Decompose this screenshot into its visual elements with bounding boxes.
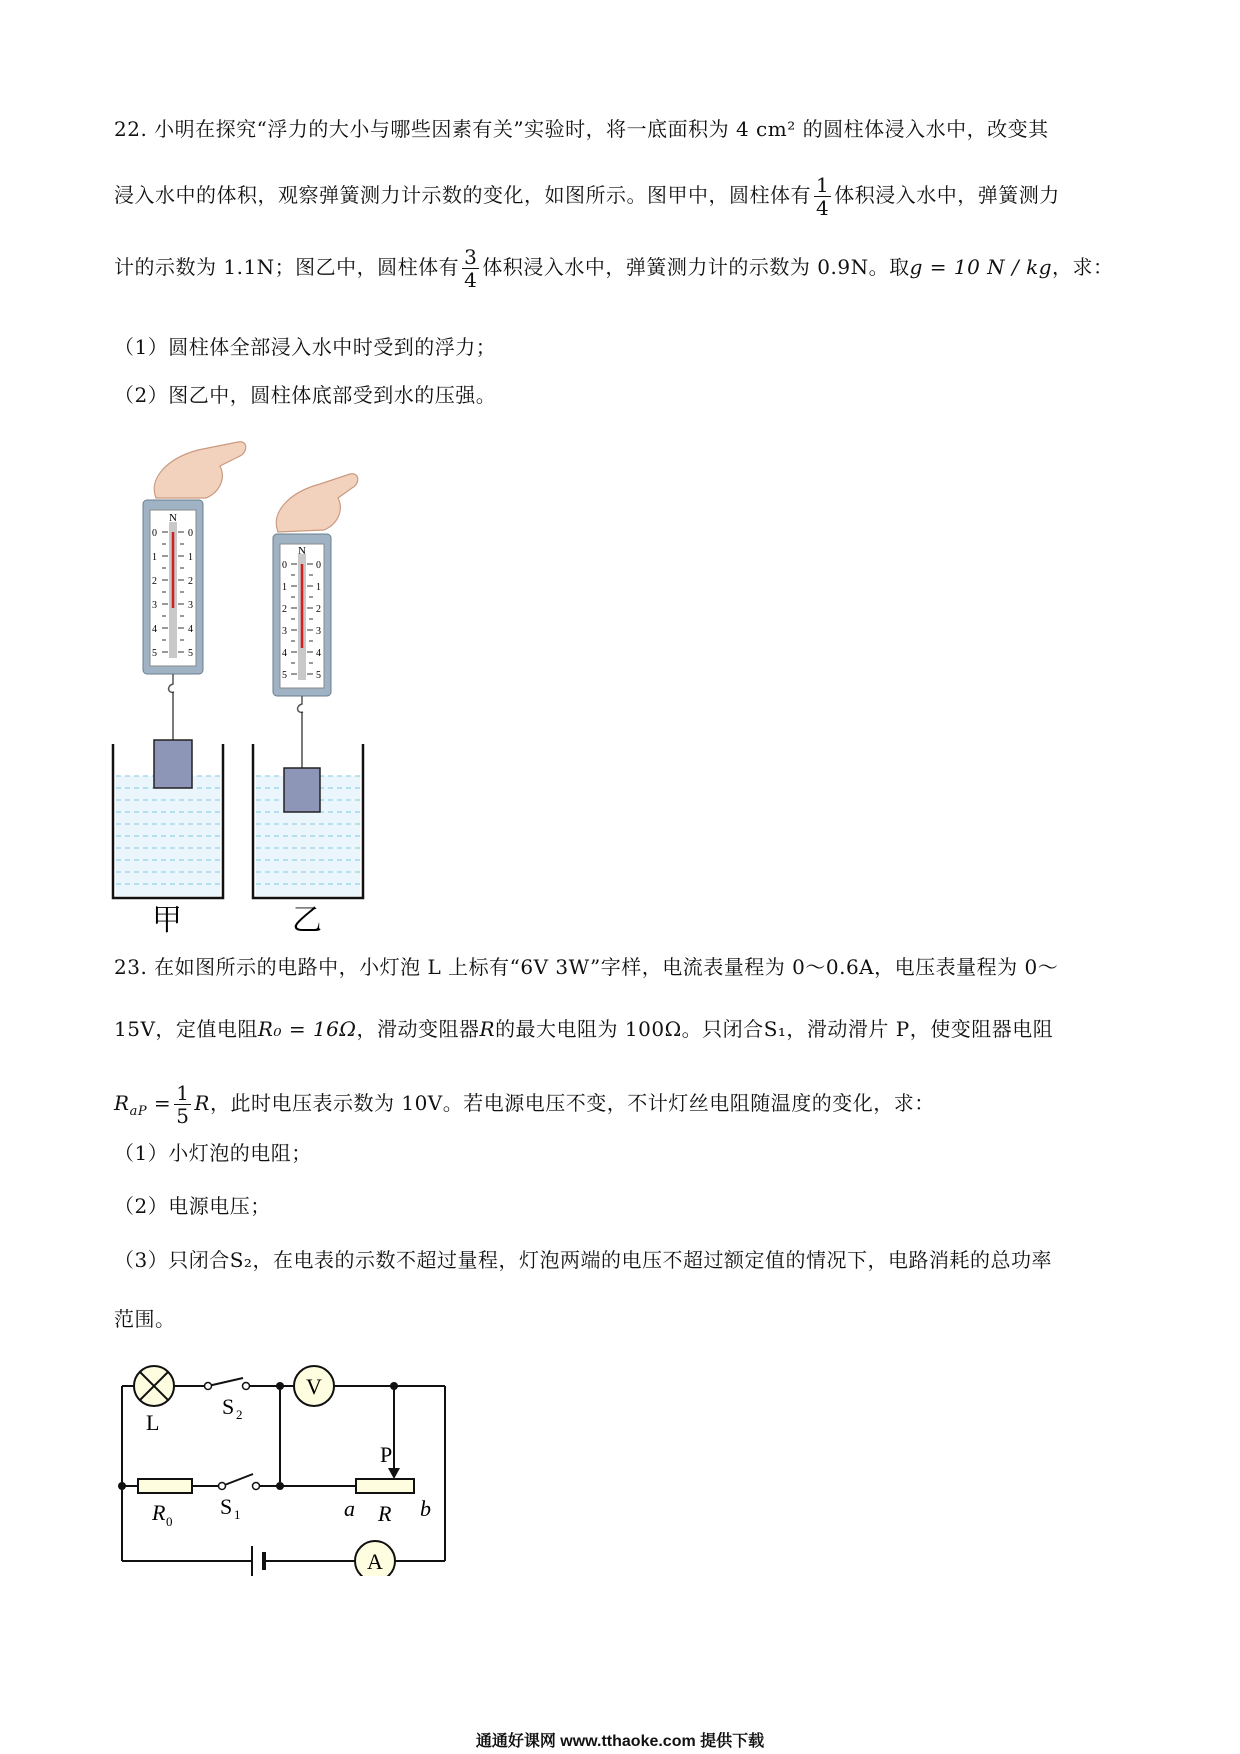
q23-line-3-text-b: ，此时电压表示数为 10V。若电源电压不变，不计灯丝电阻随温度的变化，求： <box>209 1091 935 1115</box>
q23-line-3 <box>114 1082 935 1127</box>
beaker-yi <box>253 744 363 898</box>
fraction-one-fifth <box>174 1082 191 1127</box>
svg-text:2: 2 <box>152 576 157 587</box>
lamp-icon <box>134 1366 174 1406</box>
switch-s2-symbol: S₂ <box>229 1248 253 1272</box>
q22-line-1: 22. 小明在探究“浮力的大小与哪些因素有关”实验时，将一底面积为 4 cm² 的圆柱体浸入水中，改变其 <box>114 117 1049 141</box>
junction-dot <box>276 1482 284 1490</box>
svg-text:4: 4 <box>316 648 321 659</box>
svg-text:3: 3 <box>188 600 193 611</box>
svg-text:1: 1 <box>282 582 287 593</box>
switch-s2-contact <box>243 1383 250 1390</box>
equals-sign: = <box>153 1091 172 1115</box>
svg-text:A: A <box>367 1549 383 1574</box>
switch-s1-contact <box>219 1483 226 1490</box>
hand-icon <box>154 442 246 498</box>
switch-s2-contact <box>205 1383 212 1390</box>
buoyancy-figure <box>108 438 386 938</box>
svg-text:0: 0 <box>152 528 157 539</box>
svg-text:5: 5 <box>188 648 193 659</box>
lamp-label: L <box>146 1410 160 1435</box>
rheostat-symbol: R <box>194 1091 210 1115</box>
switch-s1-label: S <box>220 1494 233 1519</box>
q23-line-2-text-a: 15V，定值电阻 <box>114 1017 258 1041</box>
q22-line-3-text-b: 体积浸入水中，弹簧测力计的示数为 0.9N。取 <box>482 255 910 279</box>
svg-text:2: 2 <box>282 604 287 615</box>
svg-text:3: 3 <box>152 600 157 611</box>
svg-text:4: 4 <box>188 624 193 635</box>
fraction-three-quarters <box>462 246 479 291</box>
rap-subscript: aP <box>129 1104 148 1119</box>
hand-icon <box>276 474 358 532</box>
page-footer: 通通好课网 www.tthaoke.com 提供下载 <box>475 1733 765 1750</box>
svg-text:0: 0 <box>188 528 193 539</box>
q23-sub-3 <box>114 1247 1052 1273</box>
q23-line-2-text-c: 的最大电阻为 100Ω。只闭合 <box>495 1017 764 1041</box>
svg-text:0: 0 <box>316 560 321 571</box>
slider-arrow-icon <box>388 1468 400 1479</box>
svg-text:3: 3 <box>282 626 287 637</box>
resistor-r0-icon <box>138 1479 192 1493</box>
svg-text:2: 2 <box>316 604 321 615</box>
voltmeter-icon <box>294 1366 334 1406</box>
svg-text:5: 5 <box>316 670 321 681</box>
rheostat-symbol: R <box>479 1017 496 1041</box>
q22-line-2 <box>114 174 1060 219</box>
frac-denominator: 4 <box>816 196 830 220</box>
svg-text:4: 4 <box>152 624 157 635</box>
circuit-diagram <box>108 1356 458 1576</box>
fraction-one-quarter <box>814 174 831 219</box>
frac-denominator: 5 <box>176 1104 190 1128</box>
svg-text:0: 0 <box>282 560 287 571</box>
rheostat-label: R <box>378 1501 392 1526</box>
q23-line-2 <box>114 1016 1053 1042</box>
q22-line-3-text-a: 计的示数为 1.1N；图乙中，圆柱体有 <box>114 255 460 279</box>
q23-sub-1: （1）小灯泡的电阻； <box>114 1141 312 1165</box>
battery-icon <box>252 1546 264 1576</box>
slider-label: P <box>380 1442 393 1467</box>
frac-numerator: 3 <box>464 245 478 269</box>
q22-line-2-text-a: 浸入水中的体积，观察弹簧测力计示数的变化，如图所示。图甲中，圆柱体有 <box>114 183 811 207</box>
frac-numerator: 1 <box>816 173 830 197</box>
scale-unit-label: N <box>169 512 177 524</box>
q23-sub-3-cont: 范围。 <box>114 1307 176 1331</box>
junction-dot <box>390 1382 398 1390</box>
svg-text:5: 5 <box>152 648 157 659</box>
svg-text:4: 4 <box>282 648 287 659</box>
svg-text:1: 1 <box>316 582 321 593</box>
switch-s2-label-sub: 2 <box>236 1407 243 1422</box>
q23-sub-3-text-a: （3）只闭合 <box>114 1248 230 1272</box>
q23-line-2-text-d: ，滑动滑片 P，使变阻器电阻 <box>786 1017 1054 1041</box>
q23-line-2-text-b: ，滑动变阻器 <box>356 1017 480 1041</box>
q23-sub-3-text-b: ，在电表的示数不超过量程，灯泡两端的电压不超过额定值的情况下，电路消耗的总功率 <box>252 1248 1052 1272</box>
switch-s1-contact <box>253 1483 260 1490</box>
rheostat-icon <box>356 1479 414 1493</box>
ammeter-icon <box>355 1541 395 1576</box>
resistor-r0-value: R₀ = 16Ω <box>257 1017 357 1041</box>
q22-sub-1: （1）圆柱体全部浸入水中时受到的浮力； <box>114 335 497 359</box>
rap-symbol: R <box>114 1091 130 1115</box>
rheostat-end-b: b <box>420 1496 431 1521</box>
svg-text:5: 5 <box>282 670 287 681</box>
q23-sub-2: （2）电源电压； <box>114 1194 271 1218</box>
svg-text:1: 1 <box>152 552 157 563</box>
gravity-constant: g = 10 N / kg <box>909 255 1053 279</box>
svg-text:1: 1 <box>188 552 193 563</box>
rheostat-end-a: a <box>344 1496 355 1521</box>
switch-s1-symbol: S₁ <box>763 1017 787 1041</box>
switch-s1-label-sub: 1 <box>234 1507 241 1522</box>
frac-denominator: 4 <box>464 268 478 292</box>
q22-sub-2: （2）图乙中，圆柱体底部受到水的压强。 <box>114 383 497 407</box>
svg-text:3: 3 <box>316 626 321 637</box>
q22-line-2-text-b: 体积浸入水中，弹簧测力 <box>834 183 1060 207</box>
switch-s2-label: S <box>222 1394 235 1419</box>
scale-unit-label: N <box>298 545 306 557</box>
figure-label-yi: 乙 <box>292 904 322 937</box>
resistor-r0-label-sub: 0 <box>166 1514 173 1529</box>
cylinder-jia <box>154 740 192 788</box>
cylinder-yi <box>284 768 320 812</box>
figure-label-jia: 甲 <box>152 904 182 937</box>
svg-text:2: 2 <box>188 576 193 587</box>
q22-line-3-text-c: ，求： <box>1052 255 1114 279</box>
svg-text:V: V <box>306 1374 322 1399</box>
frac-numerator: 1 <box>176 1081 190 1105</box>
resistor-r0-label: R <box>152 1500 166 1525</box>
q23-line-1: 23. 在如图所示的电路中，小灯泡 L 上标有“6V 3W”字样，电流表量程为 0～0.6A，电压表量程为 0～ <box>114 955 1059 979</box>
junction-dot <box>276 1382 284 1390</box>
q22-line-3 <box>114 246 1114 291</box>
junction-dot <box>118 1482 126 1490</box>
